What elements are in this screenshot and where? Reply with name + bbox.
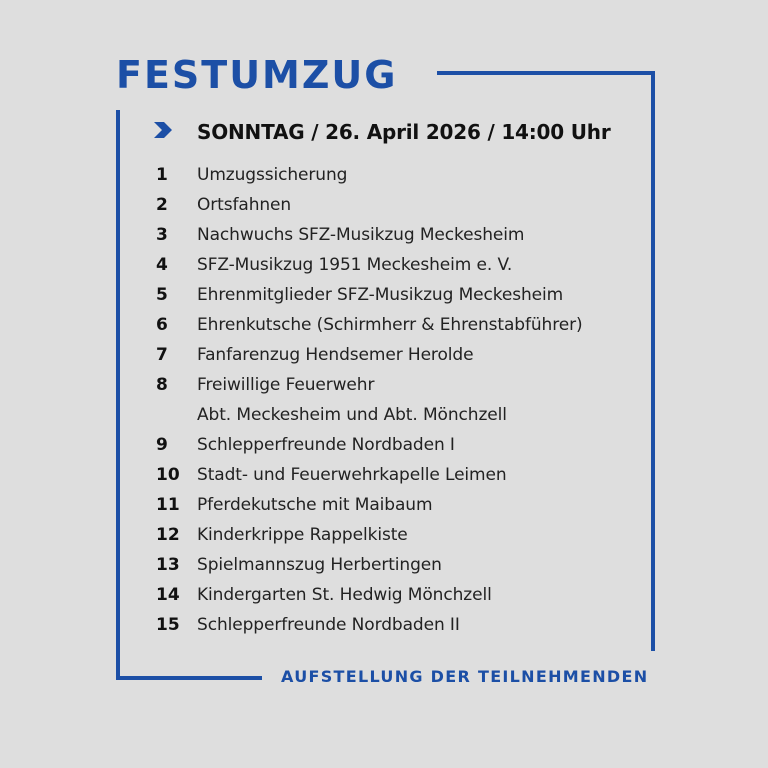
list-item-number: 14: [156, 585, 180, 605]
list-item-number: 4: [156, 255, 168, 275]
list-item: [150, 220, 650, 250]
list-item: [150, 550, 650, 580]
list-item-number: 1: [156, 165, 168, 185]
frame-left-line: [116, 110, 120, 680]
list-item-label: Ortsfahnen: [197, 195, 292, 215]
list-item-label: Nachwuchs SFZ-Musikzug Meckesheim: [197, 225, 525, 245]
list-item: [150, 400, 650, 430]
list-item-label: Pferdekutsche mit Maibaum: [197, 495, 433, 515]
frame-right-line: [651, 71, 655, 651]
page-title: FESTUMZUG: [116, 53, 398, 97]
list-item: [150, 370, 650, 400]
list-item-number: 13: [156, 555, 180, 575]
list-item-number: 8: [156, 375, 168, 395]
list-item: [150, 610, 650, 640]
chevron-right-icon: [152, 121, 174, 139]
list-item: [150, 280, 650, 310]
list-item: [150, 490, 650, 520]
list-item-number: 6: [156, 315, 168, 335]
list-item: [150, 520, 650, 550]
list-item: [150, 160, 650, 190]
list-item-number: 15: [156, 615, 180, 635]
list-item-label: Schlepperfreunde Nordbaden II: [197, 615, 460, 635]
list-item-label: Freiwillige Feuerwehr: [197, 375, 375, 395]
event-date-line: SONNTAG / 26. April 2026 / 14:00 Uhr: [197, 120, 611, 144]
list-item-label: Umzugssicherung: [197, 165, 348, 185]
list-item: [150, 340, 650, 370]
list-item-label: SFZ-Musikzug 1951 Meckesheim e. V.: [197, 255, 513, 275]
list-item-number: 9: [156, 435, 168, 455]
list-item: [150, 310, 650, 340]
list-item-label: Ehrenmitglieder SFZ-Musikzug Meckesheim: [197, 285, 564, 305]
list-item-number: 7: [156, 345, 168, 365]
list-item: [150, 250, 650, 280]
list-item-label: Kinderkrippe Rappelkiste: [197, 525, 408, 545]
list-item-number: 5: [156, 285, 168, 305]
list-item: [150, 460, 650, 490]
list-item: [150, 190, 650, 220]
list-item-label: Ehrenkutsche (Schirmherr & Ehrenstabführer): [197, 315, 583, 335]
list-item-label: Fanfarenzug Hendsemer Herolde: [197, 345, 474, 365]
list-item-label: Abt. Meckesheim und Abt. Mönchzell: [197, 405, 507, 425]
footer-caption: AUFSTELLUNG DER TEILNEHMENDEN: [281, 667, 649, 686]
frame-top-line: [437, 71, 655, 75]
participant-list: [150, 160, 650, 640]
list-item-number: 3: [156, 225, 168, 245]
list-item-label: Spielmannszug Herbertingen: [197, 555, 442, 575]
frame-bottom-line: [116, 676, 262, 680]
list-item: [150, 580, 650, 610]
list-item-label: Stadt- und Feuerwehrkapelle Leimen: [197, 465, 507, 485]
list-item-number: 2: [156, 195, 168, 215]
list-item: [150, 430, 650, 460]
list-item-number: 11: [156, 495, 180, 515]
list-item-number: 12: [156, 525, 180, 545]
list-item-number: 10: [156, 465, 180, 485]
list-item-label: Schlepperfreunde Nordbaden I: [197, 435, 455, 455]
list-item-label: Kindergarten St. Hedwig Mönchzell: [197, 585, 492, 605]
